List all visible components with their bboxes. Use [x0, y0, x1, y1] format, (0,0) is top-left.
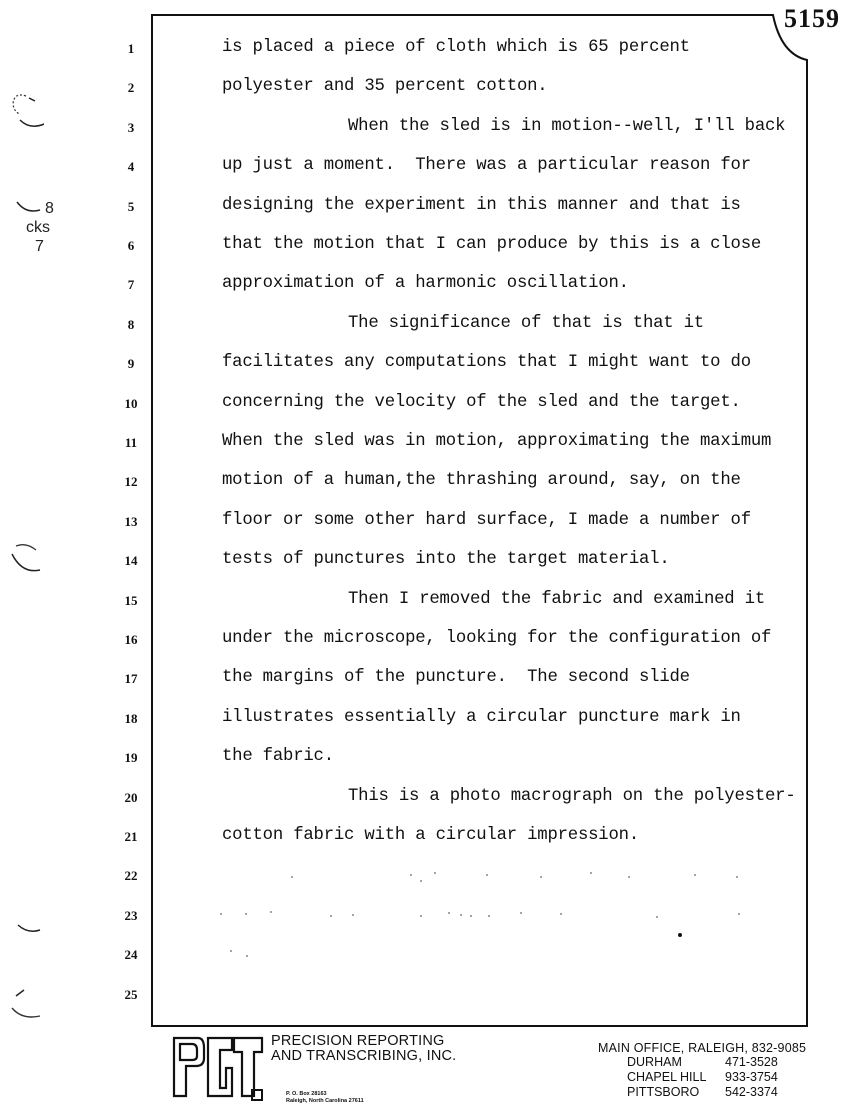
scan-speck	[486, 874, 488, 876]
line-number: 16	[124, 632, 138, 647]
line-number: 13	[124, 513, 138, 529]
scan-speck	[352, 914, 354, 916]
transcript-line: motion of a human,the thrashing around, say, on the	[222, 471, 741, 491]
address-line2: Raleigh, North Carolina 27611	[286, 1098, 364, 1104]
transcript-line: concerning the velocity of the sled and the target.	[222, 392, 741, 412]
transcript-line: the fabric.	[222, 747, 334, 767]
transcript-line: facilitates any computations that I might want to do	[222, 353, 751, 373]
scan-speck	[470, 915, 472, 917]
transcript-line: the margins of the puncture. The second slide	[222, 668, 690, 688]
scan-speck	[738, 913, 740, 915]
line-number: 11	[124, 435, 138, 450]
line-number: 15	[124, 592, 138, 608]
line-number: 4	[127, 159, 135, 175]
line-number: 24	[124, 947, 138, 963]
main-office: MAIN OFFICE, RALEIGH, 832-9085	[598, 1041, 807, 1055]
transcript-line: This is a photo macrograph on the polyester-	[348, 786, 796, 806]
transcript-line: under the microscope, looking for the configuration of	[222, 629, 772, 648]
line-number: 9	[127, 356, 135, 372]
transcript-line: polyester and 35 percent cotton.	[222, 77, 548, 97]
line-number: 20	[124, 789, 138, 805]
pt-logo-icon	[170, 1034, 266, 1104]
transcript-line: illustrates essentially a circular puncture mark in	[222, 707, 741, 727]
office-row	[627, 1085, 806, 1100]
line-number: 22	[124, 868, 138, 884]
scan-speck	[694, 874, 696, 876]
office-city: DURHAM	[627, 1055, 682, 1069]
office-city: CHAPEL HILL	[627, 1070, 707, 1084]
line-number: 18	[124, 710, 138, 726]
scan-speck	[291, 876, 293, 878]
scan-speck	[420, 880, 422, 882]
margin-note: 7	[35, 238, 44, 255]
scan-speck	[410, 874, 412, 876]
line-number: 14	[124, 553, 138, 569]
transcript-line: The significance of that is that it	[348, 313, 704, 333]
line-number: 21	[124, 829, 138, 844]
line-number: 19	[124, 750, 138, 766]
scan-speck	[520, 912, 522, 914]
office-phone: 471-3528	[725, 1055, 778, 1069]
transcript-line: approximation of a harmonic oscillation.	[222, 274, 629, 294]
office-city: PITTSBORO	[627, 1085, 700, 1099]
transcript-line: floor or some other hard surface, I made a number of	[222, 510, 751, 530]
scan-speck	[488, 915, 490, 917]
scan-speck	[540, 876, 542, 878]
scan-speck	[230, 950, 232, 952]
transcript-line: cotton fabric with a circular impression.	[222, 826, 639, 845]
office-phone: 542-3374	[725, 1085, 778, 1099]
handwritten-mark-icon	[6, 540, 42, 580]
transcript-line: tests of punctures into the target material.	[222, 550, 670, 570]
scan-speck	[656, 916, 658, 918]
transcript-line: up just a moment. There was a particular reason for	[222, 156, 751, 176]
line-number: 17	[124, 671, 138, 687]
transcript-line: When the sled is in motion--well, I'll back	[348, 116, 786, 136]
line-number: 5	[127, 198, 135, 214]
scan-speck	[420, 915, 422, 917]
line-number: 12	[124, 474, 138, 490]
transcript-line: is placed a piece of cloth which is 65 percent	[222, 38, 690, 57]
handwritten-mark-icon	[14, 198, 44, 218]
handwritten-mark-icon	[16, 922, 44, 938]
scan-speck	[736, 876, 738, 878]
company-name	[271, 1034, 456, 1064]
transcript-line: designing the experiment in this manner and that is	[222, 195, 741, 215]
line-number: 6	[127, 238, 135, 253]
scan-speck	[434, 872, 436, 874]
office-phone: 933-3754	[725, 1070, 778, 1084]
line-number: 23	[124, 907, 138, 923]
scan-speck	[628, 876, 630, 878]
scan-speck	[220, 913, 222, 915]
office-directory	[598, 1041, 806, 1100]
company-name-line1: PRECISION REPORTING	[271, 1033, 445, 1049]
office-row	[627, 1070, 806, 1085]
transcript-line: that the motion that I can produce by this is a close	[222, 235, 762, 254]
margin-note: 8	[45, 200, 54, 217]
scan-speck	[245, 913, 247, 915]
transcript-line: Then I removed the fabric and examined it	[348, 589, 765, 609]
line-number: 3	[127, 119, 135, 135]
office-row	[627, 1055, 806, 1070]
handwritten-mark-icon	[4, 86, 44, 136]
scan-speck	[590, 872, 592, 874]
scan-speck	[460, 914, 462, 916]
transcript-line: When the sled was in motion, approximating the maximum	[222, 432, 772, 451]
company-name-line2: AND TRANSCRIBING, INC.	[271, 1048, 457, 1064]
margin-note: cks	[26, 219, 50, 236]
line-number: 25	[124, 986, 138, 1002]
address-line1: P. O. Box 28163	[286, 1091, 327, 1097]
line-number: 10	[124, 395, 138, 411]
scan-speck	[448, 912, 450, 914]
handwritten-mark-icon	[6, 986, 42, 1022]
scan-speck	[560, 913, 562, 915]
line-number: 1	[127, 41, 135, 56]
line-number: 8	[127, 316, 135, 332]
company-address	[286, 1091, 364, 1105]
scan-speck	[246, 955, 248, 957]
scan-speck	[330, 915, 332, 917]
line-number: 7	[127, 277, 135, 293]
scan-speck	[678, 933, 682, 937]
page-number: 5159	[784, 4, 840, 33]
line-number: 2	[127, 80, 135, 96]
scan-speck	[270, 911, 272, 913]
